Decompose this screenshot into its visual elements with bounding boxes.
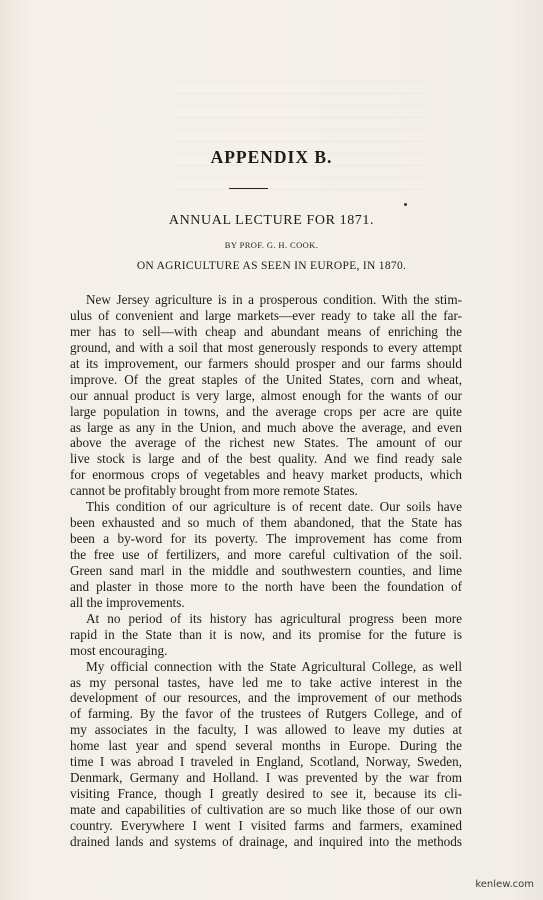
- text-line: most encouraging.: [70, 642, 168, 658]
- text-line: Green sand marl in the middle and southwestern counties, and lime: [70, 562, 462, 578]
- body-text: [70, 292, 462, 850]
- site-watermark: kenlew.com: [475, 879, 534, 890]
- title-rule: [229, 188, 268, 189]
- paragraph: [70, 611, 462, 659]
- text-line: as large as any in the Union, and much above the average, and even: [70, 419, 462, 435]
- text-line: live stock is large and of the best quality. And we find ready sale: [70, 451, 462, 467]
- text-line: as my personal tastes, have led me to take active interest in the: [70, 674, 462, 690]
- text-line: time I was abroad I traveled in England, Scotland, Norway, Sweden,: [70, 754, 462, 770]
- text-line: above the average of the richest new States. The amount of our: [70, 435, 462, 451]
- text-line: all the improvements.: [70, 594, 185, 610]
- text-line: for enormous crops of vegetables and heavy market products, which: [70, 467, 462, 483]
- text-line: drained lands and systems of drainage, and inquired into the methods: [70, 833, 462, 849]
- text-line: development of our resources, and the improvement of our methods: [70, 690, 462, 706]
- text-line: My official connection with the State Agricultural College, as well: [86, 658, 462, 674]
- text-line: Denmark, Germany and Holland. I was prevented by the war from: [70, 770, 462, 786]
- text-line: At no period of its history has agricultural progress been more: [86, 610, 462, 626]
- text-line: large population in towns, and the average crops per acre are quite: [70, 403, 462, 419]
- paper-speck: [404, 203, 407, 206]
- text-line: This condition of our agriculture is of recent date. Our soils have: [86, 499, 462, 515]
- appendix-title: APPENDIX B.: [210, 147, 333, 167]
- text-line: been a by-word for its poverty. The improvement has come from: [70, 531, 462, 547]
- text-line: New Jersey agriculture is in a prosperous condition. With the stim-: [86, 292, 462, 307]
- text-line: mer has to sell—with cheap and abundant means of enriching the: [70, 323, 462, 339]
- text-line: country. Everywhere I went I visited farms and farmers, examined: [70, 817, 462, 833]
- text-line: mate and capabilities of cultivation are so much like those of our own: [70, 802, 462, 817]
- show-through-text: [175, 70, 425, 190]
- text-line: cannot be profitably brought from more remote States.: [70, 483, 358, 499]
- lecture-title: ANNUAL LECTURE FOR 1871.: [168, 213, 375, 228]
- paragraph: [70, 499, 462, 611]
- text-line: our annual product is very large, almost enough for the wants of our: [70, 387, 462, 403]
- text-line: my associates in the faculty, I was allowed to leave my duties at: [70, 722, 462, 738]
- text-line: ulus of convenient and large markets—ever ready to take all the far-: [70, 307, 462, 323]
- lecture-subject: ON AGRICULTURE AS SEEN IN EUROPE, IN 1870.: [136, 260, 407, 272]
- text-line: at its improvement, our farmers should prosper and our farms should: [70, 355, 462, 371]
- text-line: improve. Of the great staples of the United States, corn and wheat,: [70, 371, 462, 387]
- text-line: of farming. By the favor of the trustees of Rutgers College, and of: [70, 706, 462, 722]
- text-line: been exhausted and so much of them abandoned, that the State has: [70, 515, 462, 531]
- paragraph: [70, 292, 462, 499]
- text-line: the free use of fertilizers, and more careful cultivation of the soil.: [70, 547, 462, 562]
- text-line: and plaster in those more to the north have been the foundation of: [70, 578, 462, 594]
- text-line: visiting France, though I greatly desired to see it, because its cli-: [70, 786, 462, 802]
- paragraph: [70, 659, 462, 850]
- author-byline: BY PROF. G. H. COOK.: [224, 240, 319, 250]
- text-line: home last year and spend several months in Europe. During the: [70, 738, 462, 754]
- text-line: ground, and with a soil that most generously responds to every attempt: [70, 339, 462, 355]
- text-line: rapid in the State than it is now, and its promise for the future is: [70, 626, 462, 642]
